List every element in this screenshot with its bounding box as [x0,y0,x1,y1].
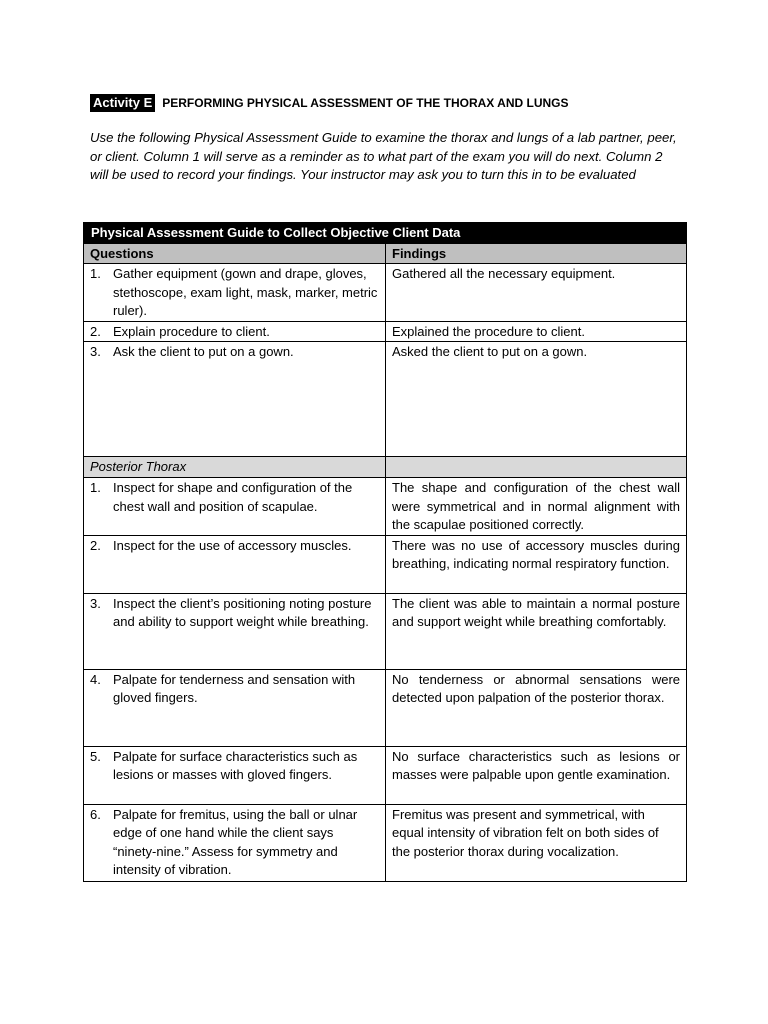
finding-text: The client was able to maintain a normal posture and support weight while breathing comfortably. [392,595,681,629]
finding-cell [386,804,687,881]
activity-title: PERFORMING PHYSICAL ASSESSMENT OF THE THORAX AND LUNGS [162,96,569,110]
question-cell [84,593,386,669]
question-number: 2. [90,537,101,553]
question-cell [84,746,386,804]
finding-text: No surface characteristics such as lesions or masses were palpable upon gentle examination. [392,748,681,782]
question-number: 4. [90,671,101,687]
finding-cell [386,669,687,746]
finding-cell [386,746,687,804]
table-row [84,669,687,746]
section-label: Posterior Thorax [84,457,386,478]
question-cell [84,321,386,342]
question-text: Gather equipment (gown and drape, gloves, stethoscope, exam light, mask, marker, metric ruler). [113,266,378,318]
intro-paragraph: Use the following Physical Assessment Guide to examine the thorax and lungs of a lab partner, peer, or client. Column 1 will serve as a reminder as to what part of the exam you will do next. Column 2 will be used to record your findings. Your instructor may ask you to turn this in to be evaluated [90,130,677,182]
table-row [84,478,687,536]
finding-text: Asked the client to put on a gown. [392,344,588,359]
question-cell [84,669,386,746]
question-text: Palpate for fremitus, using the ball or ulnar edge of one hand while the client says “ninety-nine.” Assess for symmetry and intensity of vibration. [113,806,358,877]
table-caption: Physical Assessment Guide to Collect Objective Client Data [84,223,687,244]
question-number: 2. [90,323,101,339]
question-cell [84,342,386,457]
activity-heading [90,94,569,112]
finding-text: Gathered all the necessary equipment. [392,266,616,281]
question-number: 1. [90,480,101,495]
question-number: 3. [90,344,101,359]
finding-cell [386,264,687,322]
table-row [84,264,687,322]
question-number: 5. [90,748,101,764]
question-text: Palpate for surface characteristics such as lesions or masses with gloved fingers. [113,748,358,782]
table-row [84,804,687,881]
table-row [84,593,687,669]
finding-text: Fremitus was present and symmetrical, with equal intensity of vibration felt on both sides of the posterior thorax during vocalization. [392,806,659,859]
question-number: 6. [90,806,101,822]
finding-cell [386,342,687,457]
question-number: 3. [90,595,101,611]
question-number: 1. [90,266,101,281]
question-cell [84,264,386,322]
finding-cell [386,535,687,593]
finding-text: The shape and configuration of the chest wall were symmetrical and in normal alignment with the scapulae positioned correctly. [392,480,681,532]
question-text: Ask the client to put on a gown. [113,344,294,359]
table-caption-row [84,223,687,244]
section-empty-cell [386,457,687,478]
activity-badge: Activity E [90,94,155,112]
question-text: Palpate for tenderness and sensation with gloved fingers. [113,671,356,705]
question-text: Inspect for the use of accessory muscles. [113,537,352,553]
section-row [84,457,687,478]
table-row [84,535,687,593]
finding-cell [386,478,687,536]
question-text: Inspect for shape and configuration of the chest wall and position of scapulae. [113,480,353,514]
column-header-questions: Questions [84,243,386,264]
question-cell [84,478,386,536]
finding-text: There was no use of accessory muscles during breathing, indicating normal respiratory function. [392,537,681,571]
table-row [84,321,687,342]
table-row [84,342,687,457]
question-text: Inspect the client’s positioning noting posture and ability to support weight while breathing. [113,595,372,629]
finding-text: No tenderness or abnormal sensations were detected upon palpation of the posterior thorax. [392,671,681,705]
table-header-row [84,243,687,264]
question-cell [84,535,386,593]
assessment-table [83,222,687,882]
question-cell [84,804,386,881]
finding-cell [386,593,687,669]
table-row [84,746,687,804]
finding-cell [386,321,687,342]
finding-text: Explained the procedure to client. [392,323,585,339]
question-text: Explain procedure to client. [113,323,270,339]
column-header-findings: Findings [386,243,687,264]
